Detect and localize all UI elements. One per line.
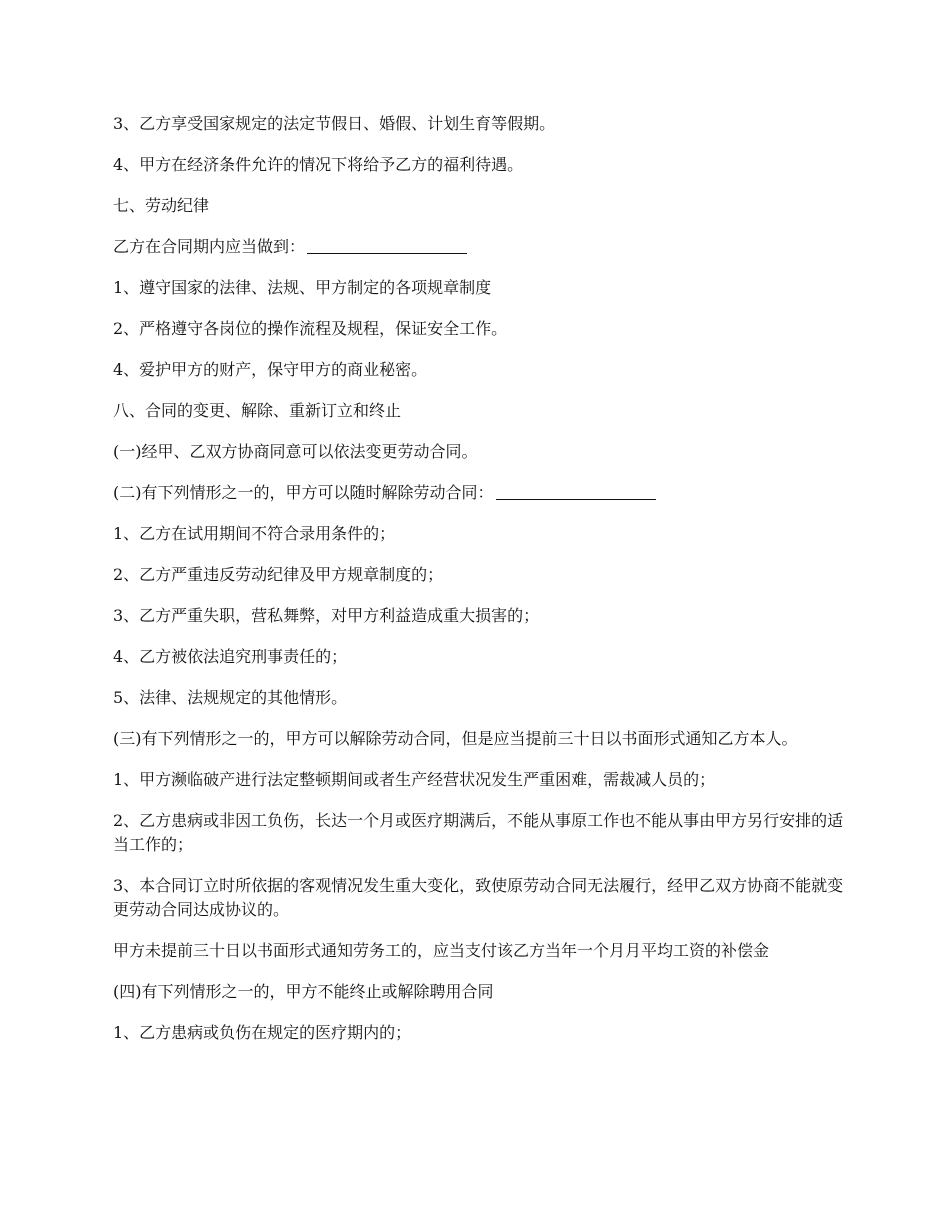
paragraph-welfare: 4、甲方在经济条件允许的情况下将给予乙方的福利待遇。 (113, 155, 524, 174)
paragraph-obey-laws: 1、遵守国家的法律、法规、甲方制定的各项规章制度 (113, 278, 492, 297)
paragraph-immediate-termination-intro (113, 481, 848, 505)
blank-fill-line (496, 483, 656, 500)
paragraph-no-termination-intro: (四)有下列情形之一的，甲方不能终止或解除聘用合同 (113, 982, 494, 1001)
immediate-termination-text: (二)有下列情形之一的，甲方可以随时解除劳动合同： (113, 483, 494, 502)
blank-fill-line (307, 237, 467, 254)
paragraph-protect-property: 4、爱护甲方的财产，保守甲方的商业秘密。 (113, 360, 428, 379)
list-item-illness: 2、乙方患病或非因工负伤，长达一个月或医疗期满后，不能从事原工作也不能从事由甲方另行安排的适当工作的； (113, 811, 844, 854)
section-heading-contract-change: 八、合同的变更、解除、重新订立和终止 (113, 401, 402, 420)
paragraph-holiday-leave: 3、乙方享受国家规定的法定节假日、婚假、计划生育等假期。 (113, 114, 556, 133)
list-item-discipline-violation: 2、乙方严重违反劳动纪律及甲方规章制度的； (113, 565, 444, 584)
list-item-changed-circumstances: 3、本合同订立时所依据的客观情况发生重大变化，致使原劳动合同无法履行，经甲乙双方协商不能就变更劳动合同达成协议的。 (113, 876, 844, 919)
list-item-other: 5、法律、法规规定的其他情形。 (113, 688, 348, 707)
document-body (113, 112, 848, 1062)
list-item-probation: 1、乙方在试用期间不符合录用条件的； (113, 524, 396, 543)
list-item-bankruptcy: 1、甲方濒临破产进行法定整顿期间或者生产经营状况发生严重困难，需裁减人员的； (113, 770, 716, 789)
paragraph-follow-procedures: 2、严格遵守各岗位的操作流程及规程，保证安全工作。 (113, 319, 508, 338)
paragraph-compensation: 甲方未提前三十日以书面形式通知劳务工的，应当支付该乙方当年一个月月平均工资的补偿金 (113, 941, 770, 960)
obligations-intro-text: 乙方在合同期内应当做到： (113, 237, 306, 256)
paragraph-change-by-agreement: (一)经甲、乙双方协商同意可以依法变更劳动合同。 (113, 442, 478, 461)
list-item-criminal: 4、乙方被依法追究刑事责任的； (113, 647, 348, 666)
list-item-medical-period: 1、乙方患病或负伤在规定的医疗期内的； (113, 1023, 412, 1042)
paragraph-obligations-intro (113, 235, 848, 259)
paragraph-notice-termination-intro: (三)有下列情形之一的，甲方可以解除劳动合同，但是应当提前三十日以书面形式通知乙方本人。 (113, 729, 798, 748)
section-heading-labor-discipline: 七、劳动纪律 (113, 196, 210, 215)
list-item-misconduct: 3、乙方严重失职，营私舞弊，对甲方利益造成重大损害的； (113, 606, 540, 625)
